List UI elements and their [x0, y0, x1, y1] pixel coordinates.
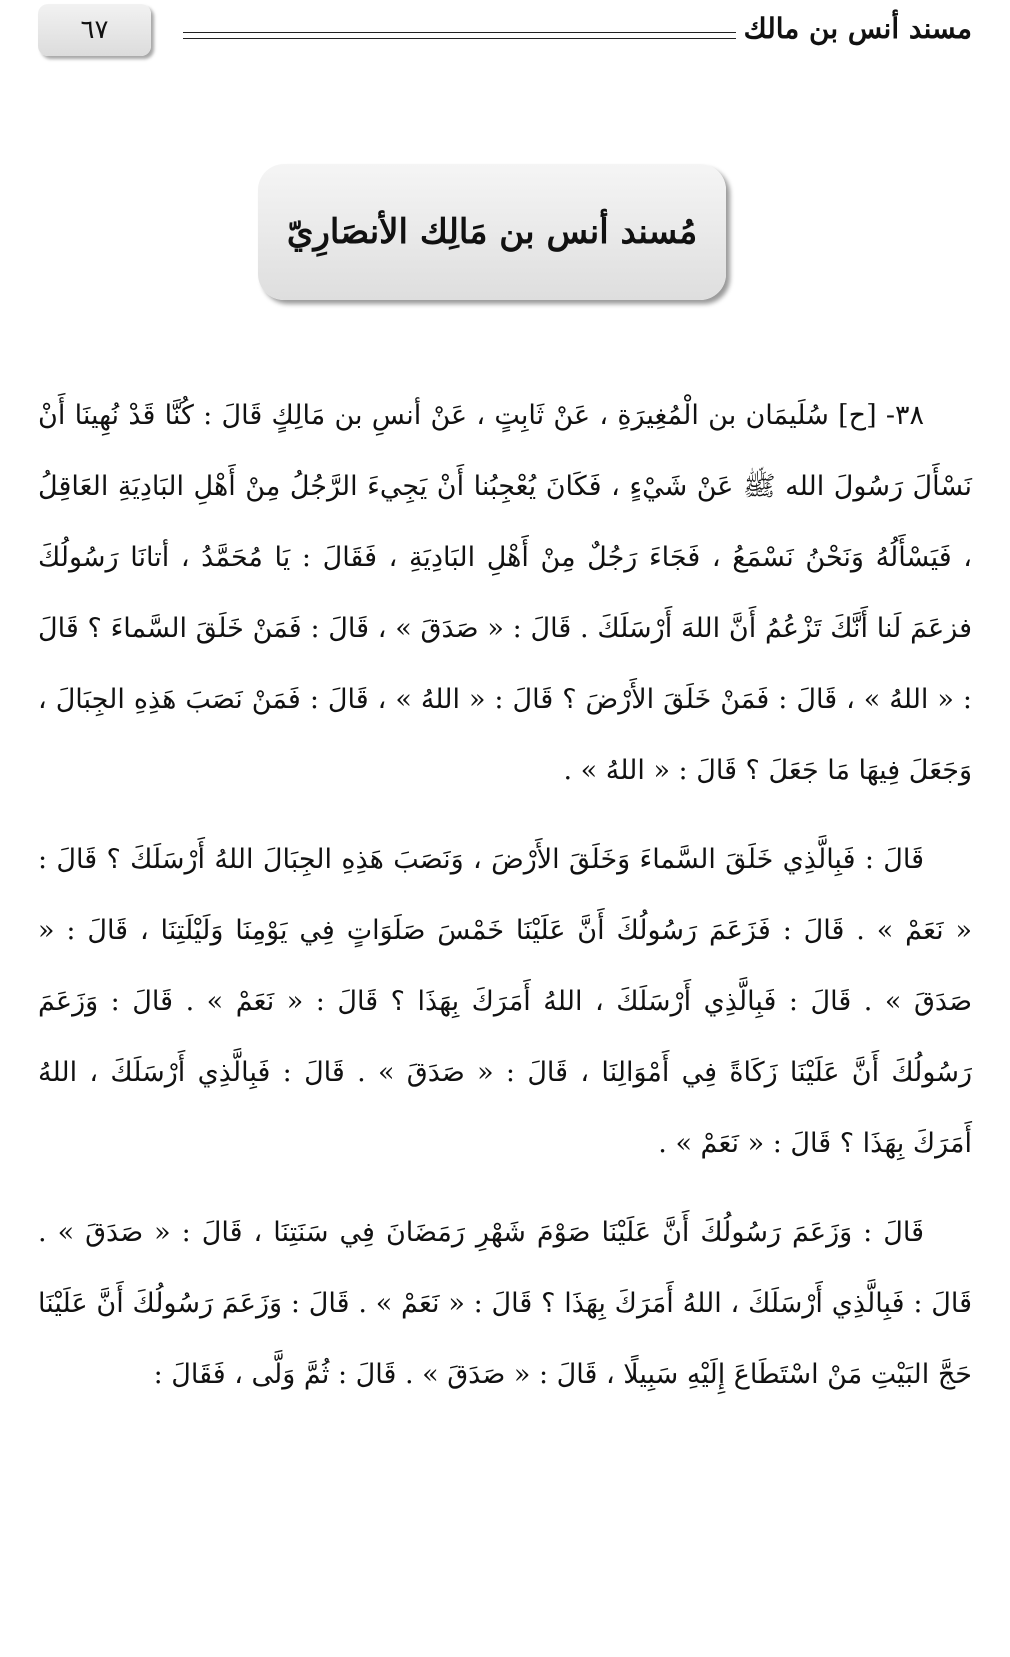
running-title: مسند أنس بن مالك — [743, 12, 972, 45]
page-number: ٦٧ — [80, 15, 109, 45]
header-rule-top — [183, 32, 736, 33]
section-title-box — [258, 164, 726, 300]
paragraph-2: قَالَ : فَبِالَّذِي خَلَقَ السَّماءَ وَخَلَقَ الأَرْضَ ، وَنَصَبَ هَذِهِ الجِبَالَ اللهُ أَرْسَلَكَ ؟ قَالَ : « نَعَمْ » . قَالَ : فَزَعَمَ رَسُولُكَ أَنَّ عَلَيْنَا خَمْسَ صَلَوَاتٍ فِي يَوْمِنَا وَلَيْلَتِنَا ، قَالَ : « صَدَقَ » . قَالَ : فَبِالَّذِي أَرْسَلَكَ ، اللهُ أَمَرَكَ بِهَذَا ؟ قَالَ : « نَعَمْ » . قَالَ : وَزَعَمَ رَسُولُكَ أَنَّ عَلَيْنَا زَكَاةً فِي أَمْوَالِنَا ، قَالَ : « صَدَقَ » . قَالَ : فَبِالَّذِي أَرْسَلَكَ ، اللهُ أَمَرَكَ بِهَذَا ؟ قَالَ : « نَعَمْ » . — [38, 844, 972, 1159]
hadith-text — [38, 380, 972, 1428]
header-rule-bottom — [183, 38, 736, 39]
paragraph-1: ٣٨- [ح] سُلَيمَان بن الْمُغِيرَةِ ، عَنْ ثَابِتٍ ، عَنْ أنسِ بن مَالِكٍ قَالَ : كُنَّا قَدْ نُهِينَا أَنْ نَسْأَلَ رَسُولَ الله ﷺ عَنْ شَيْءٍ ، فَكَانَ يُعْجِبُنا أَنْ يَجِيءَ الرَّجُلُ مِنْ أَهْلِ البَادِيَةِ العَاقِلُ ، فَيَسْأَلُهُ وَنَحْنُ نَسْمَعُ ، فَجَاءَ رَجُلٌ مِنْ أَهْلِ البَادِيَةِ ، فَقَالَ : يَا مُحَمَّدُ ، أتانَا رَسُولُكَ فزعَمَ لَنا أَنَّكَ تَزْعُمُ أَنَّ اللهَ أَرْسَلَكَ . قَالَ : « صَدَقَ » ، قَالَ : فَمَنْ خَلَقَ السَّماءَ ؟ قَالَ : « اللهُ » ، قَالَ : فَمَنْ خَلَقَ الأَرْضَ ؟ قَالَ : « اللهُ » ، قَالَ : فَمَنْ نَصَبَ هَذِهِ الجِبَالَ ، وَجَعَلَ فِيهَا مَا جَعَلَ ؟ قَالَ : « اللهُ » . — [38, 400, 972, 786]
section-title: مُسند أنس بن مَالِك الأنصَارِيّ — [286, 212, 698, 252]
page-number-box — [38, 4, 151, 56]
paragraph-3: قَالَ : وَزَعَمَ رَسُولُكَ أَنَّ عَلَيْنَا صَوْمَ شَهْرِ رَمَضَانَ فِي سَنَتِنَا ، قَالَ : « صَدَقَ » . قَالَ : فَبِالَّذِي أَرْسَلَكَ ، اللهُ أَمَرَكَ بِهَذَا ؟ قَالَ : « نَعَمْ » . قَالَ : وَزَعَمَ رَسُولُكَ أَنَّ عَلَيْنَا حَجَّ البَيْتِ مَنْ اسْتَطَاعَ إِلَيْهِ سَبِيلًا ، قَالَ : « صَدَقَ » . قَالَ : ثُمَّ وَلَّى ، فَقَالَ : — [38, 1217, 972, 1390]
